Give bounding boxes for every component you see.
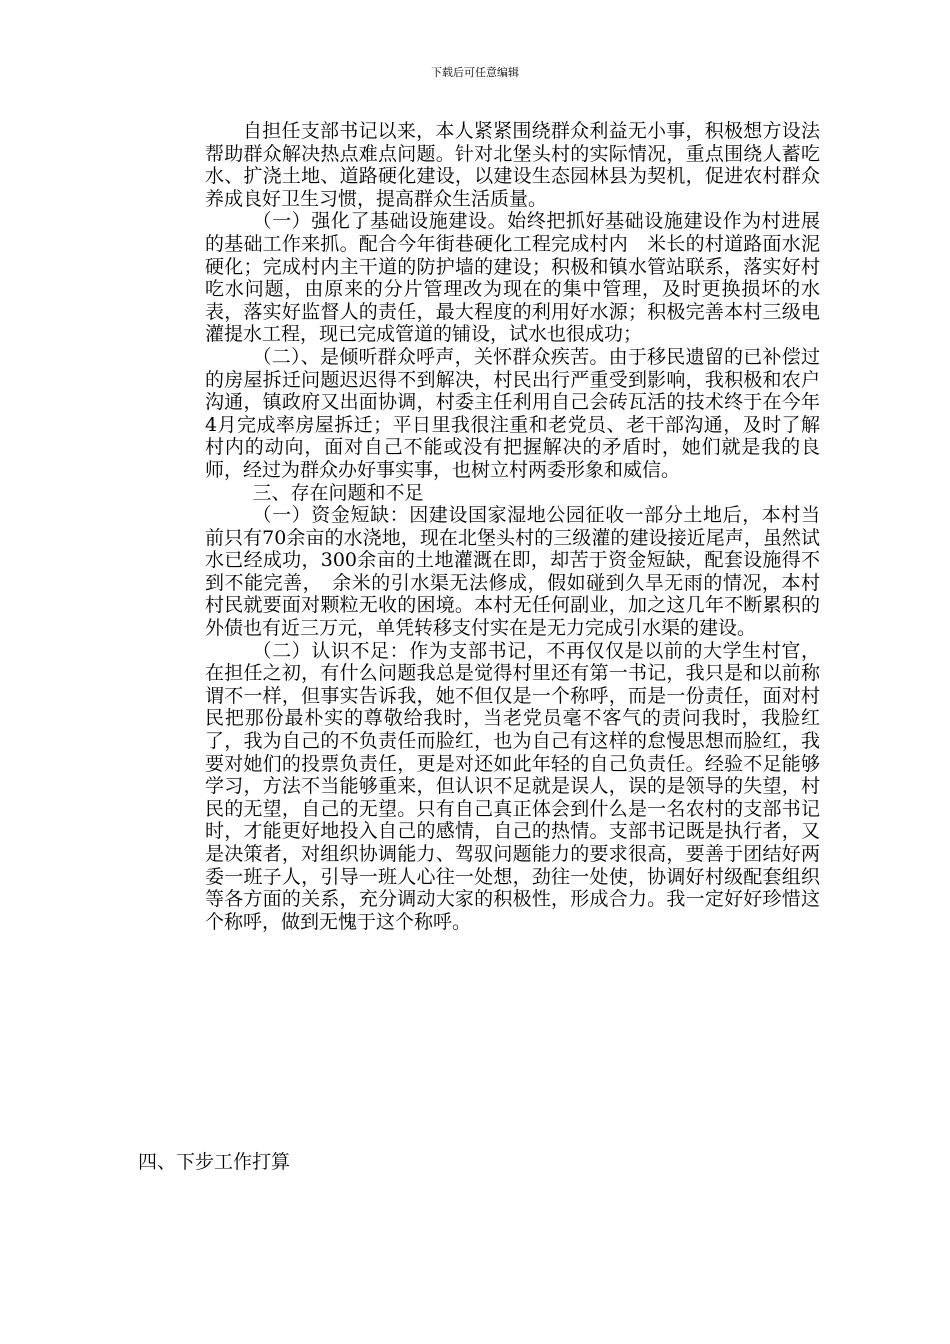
- section-heading-problems: 三、存在问题和不足: [252, 481, 424, 504]
- paragraph-intro: 自担任支部书记以来，本人紧紧围绕群众利益无小事，积极想方设法帮助群众解决热点难点问题。针对北堡头村的实际情况，重点围绕人蓄吃水、扩浇土地、道路硬化建设，以建设生态园林县为契机，促进农村群众养成良好卫生习惯，提高群众生活质量。: [205, 120, 820, 210]
- page-header-note: 下载后可任意编辑: [431, 66, 519, 79]
- paragraph-infrastructure: （一）强化了基础设施建设。始终把抓好基础设施建设作为村进展的基础工作来抓。配合今年街巷硬化工程完成村内 米长的村道路面水泥硬化；完成村内主干道的防护墙的建设；积极和镇水管站联系，落实好村吃水问题，由原来的分片管理改为现在的集中管理，及时更换损坏的水表，落实好监督人的责任，最大程度的利用好水源；积极完善本村三级电灌提水工程，现已完成管道的铺设，试水也很成功；: [205, 210, 820, 346]
- section-heading-next-steps: 四、下步工作打算: [138, 1151, 291, 1173]
- document-body: [205, 120, 820, 933]
- paragraph-awareness: （二）认识不足：作为支部书记，不再仅仅是以前的大学生村官，在担任之初，有什么问题我总是觉得村里还有第一书记，我只是和以前称谓不一样，但事实告诉我，她不但仅是一个称呼，而是一份责任，面对村民把那份最朴实的尊敬给我时，当老党员毫不客气的责问我时，我脸红了，我为自己的不负责任而脸红，也为自己有这样的怠慢思想而脸红，我要对她们的投票负责任，更是对还如此年轻的自己负责任。经验不足能够学习，方法不当能够重来，但认识不足就是误人，误的是领导的失望，村民的无望，自己的无望。只有自己真正体会到什么是一名农村的支部书记时，才能更好地投入自己的感情，自己的热情。支部书记既是执行者，又是决策者，对组织协调能力、驾驭问题能力的要求很高，要善于团结好两委一班子人，引导一班人心往一处想，劲往一处使，协调好村级配套组织等各方面的关系，充分调动大家的积极性，形成合力。我一定好好珍惜这个称呼，做到无愧于这个称呼。: [205, 639, 820, 933]
- paragraph-listening: （二）、是倾听群众呼声，关怀群众疾苦。由于移民遗留的已补偿过的房屋拆迁问题迟迟得不到解决，村民出行严重受到影响，我积极和农户沟通，镇政府又出面协调，村委主任利用自己会砖瓦活的技术终于在今年4月完成率房屋拆迁；平日里我很注重和老党员、老干部沟通，及时了解村内的动向，面对自己不能或没有把握解决的矛盾时，她们就是我的良师，经过为群众办好事实事，也树立村两委形象和威信。: [205, 345, 820, 481]
- paragraph-funding-shortage: （一）资金短缺：因建设国家湿地公园征收一部分土地后，本村当前只有70余亩的水浇地，现在北堡头村的三级灌的建设接近尾声，虽然试水已经成功，300余亩的土地灌溉在即，却苦于资金短缺，配套设施得不到不能完善， 余米的引水渠无法修成，假如碰到久旱无雨的情况，本村村民就要面对颗粒无收的困境。本村无任何副业，加之这几年不断累积的外债也有近三万元，单凭转移支付实在是无力完成引水渠的建设。: [205, 504, 820, 640]
